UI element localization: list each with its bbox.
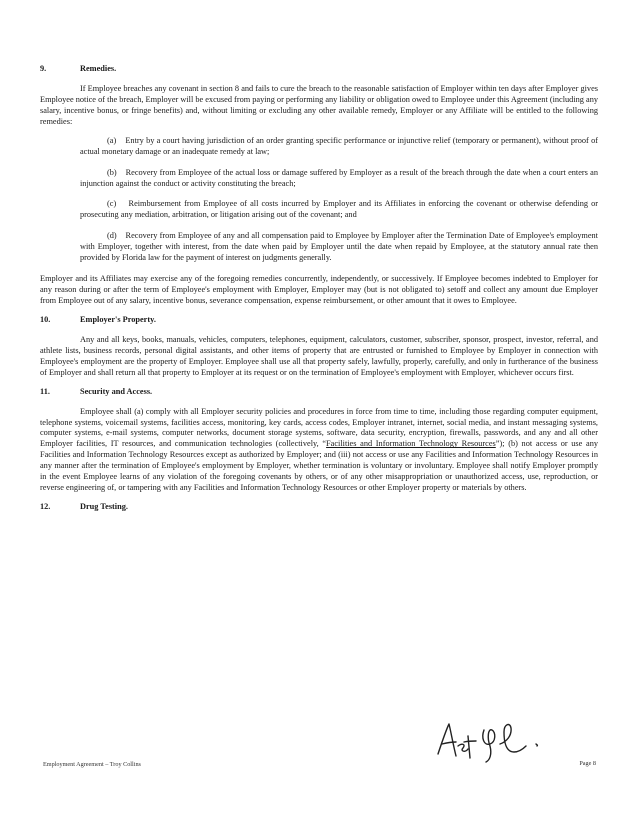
section-12-heading <box>40 502 598 513</box>
remedy-item-d: (d) Recovery from Employee of any and all compensation paid to Employee by Employer after the Termination Date of Employee's employment with Employer, together with interest, from the date when paid by Employer until the date when repaid by Employee, at the statutory annual rate then provided by Florida law for the payment of interest on judgments generally. <box>80 231 598 263</box>
section-9-intro: If Employee breaches any covenant in section 8 and fails to cure the breach to the reasonable satisfaction of Employer within ten days after Employer gives Employee notice of the breach, Employer will be excused from paying or performing any liability or obligation owed to Employee under this Agreement (including any salary, incentive bonus, or fringe benefits) and, without limiting or excluding any other available remedy, Employer or any Affiliate will be entitled to the following remedies: <box>40 83 598 126</box>
remedy-item-c: (c) Reimbursement from Employee of all costs incurred by Employer and its Affiliates in enforcing the covenant or otherwise defending or prosecuting any mediation, arbitration, or litigation arising out of the covenant; and <box>80 199 598 220</box>
section-11-body <box>40 407 598 495</box>
section-title: Remedies. <box>80 64 117 73</box>
handwritten-initials-signature <box>432 716 572 766</box>
section-title: Security and Access. <box>80 386 153 396</box>
section-number: 12. <box>40 502 51 512</box>
section-9-heading <box>40 64 598 75</box>
section-9-closing: Employer and its Affiliates may exercise any of the foregoing remedies concurrently, independently, or successively. If Employee becomes indebted to Employer for any reason during or after the term of Employee's employment with Employer, Employer may (but is not obligated to) setoff and collect any amount due Employer from Employee out of any salary, incentive bonus, severance compensation, expense reimbursement, or other amount that it owes to Employee. <box>40 274 598 305</box>
remedy-item-a: (a) Entry by a court having jurisdiction of an order granting specific performance or injunctive relief (temporary or permanent), without proof of actual monetary damage or an inadequate remedy at law; <box>80 135 598 156</box>
section-number: 9. <box>40 64 47 73</box>
section-number: 10. <box>40 314 51 324</box>
section-title: Drug Testing. <box>80 502 128 512</box>
section-11-heading <box>40 387 598 398</box>
section-11-text-part2: ”); (b) not access or use any Facilities and Information Technology Resources except as authorized by Employer; and (iii) not access or use any Facilities and Information Technology Resources in any manner after the termination of Employee's employment by Employer, whether termination is voluntary or involuntary. Employee shall notify Employer promptly in the event Employee learns of any violation of the foregoing covenants by others, or of any other misappropriation or unauthorized access, use, reproduction, or reverse engineering of, or tampering with any Facilities and Information Technology Resources or other Employer property or materials by others. <box>40 439 598 493</box>
footer-document-title: Employment Agreement – Troy Collins <box>43 761 141 768</box>
section-number: 11. <box>40 386 50 396</box>
section-11-text-part1: Employee shall (a) comply with all Employer security policies and procedures in force from time to time, including those regarding computer equipment, telephone systems, voicemail systems, facilities access, monitoring, key cards, access codes, Employer intranet, internet, social media, and instant messaging systems, computer systems, e-mail systems, computer networks, document storage systems, software, data security, encryption, firewalls, passwords, and any and all other Employer facilities, IT resources, and communication technologies (collectively, “ <box>40 406 598 449</box>
footer-page-number: Page 8 <box>579 760 596 767</box>
document-page <box>40 64 598 522</box>
section-title: Employer's Property. <box>80 314 156 324</box>
section-10-heading <box>40 315 598 326</box>
remedy-item-b: (b) Recovery from Employee of the actual loss or damage suffered by Employer as a result of the breach through the date when a court enters an injunction against the conduct or activity constituting the breach; <box>80 167 598 188</box>
defined-term: Facilities and Information Technology Resources <box>326 439 496 449</box>
section-10-body: Any and all keys, books, manuals, vehicles, computers, telephones, equipment, calculators, customer, subscriber, sponsor, prospect, investor, referral, and athlete lists, business records, personal digital assistants, and other items of property that are entrusted or furnished to Employee by Employer in connection with Employee's employment are the property of Employer. Employee shall use all that property safely, lawfully, properly, carefully, and only in furtherance of the business of Employer and shall return all that property to Employer at its request or on the termination of Employee's employment with Employer, whichever occurs first. <box>40 334 598 377</box>
